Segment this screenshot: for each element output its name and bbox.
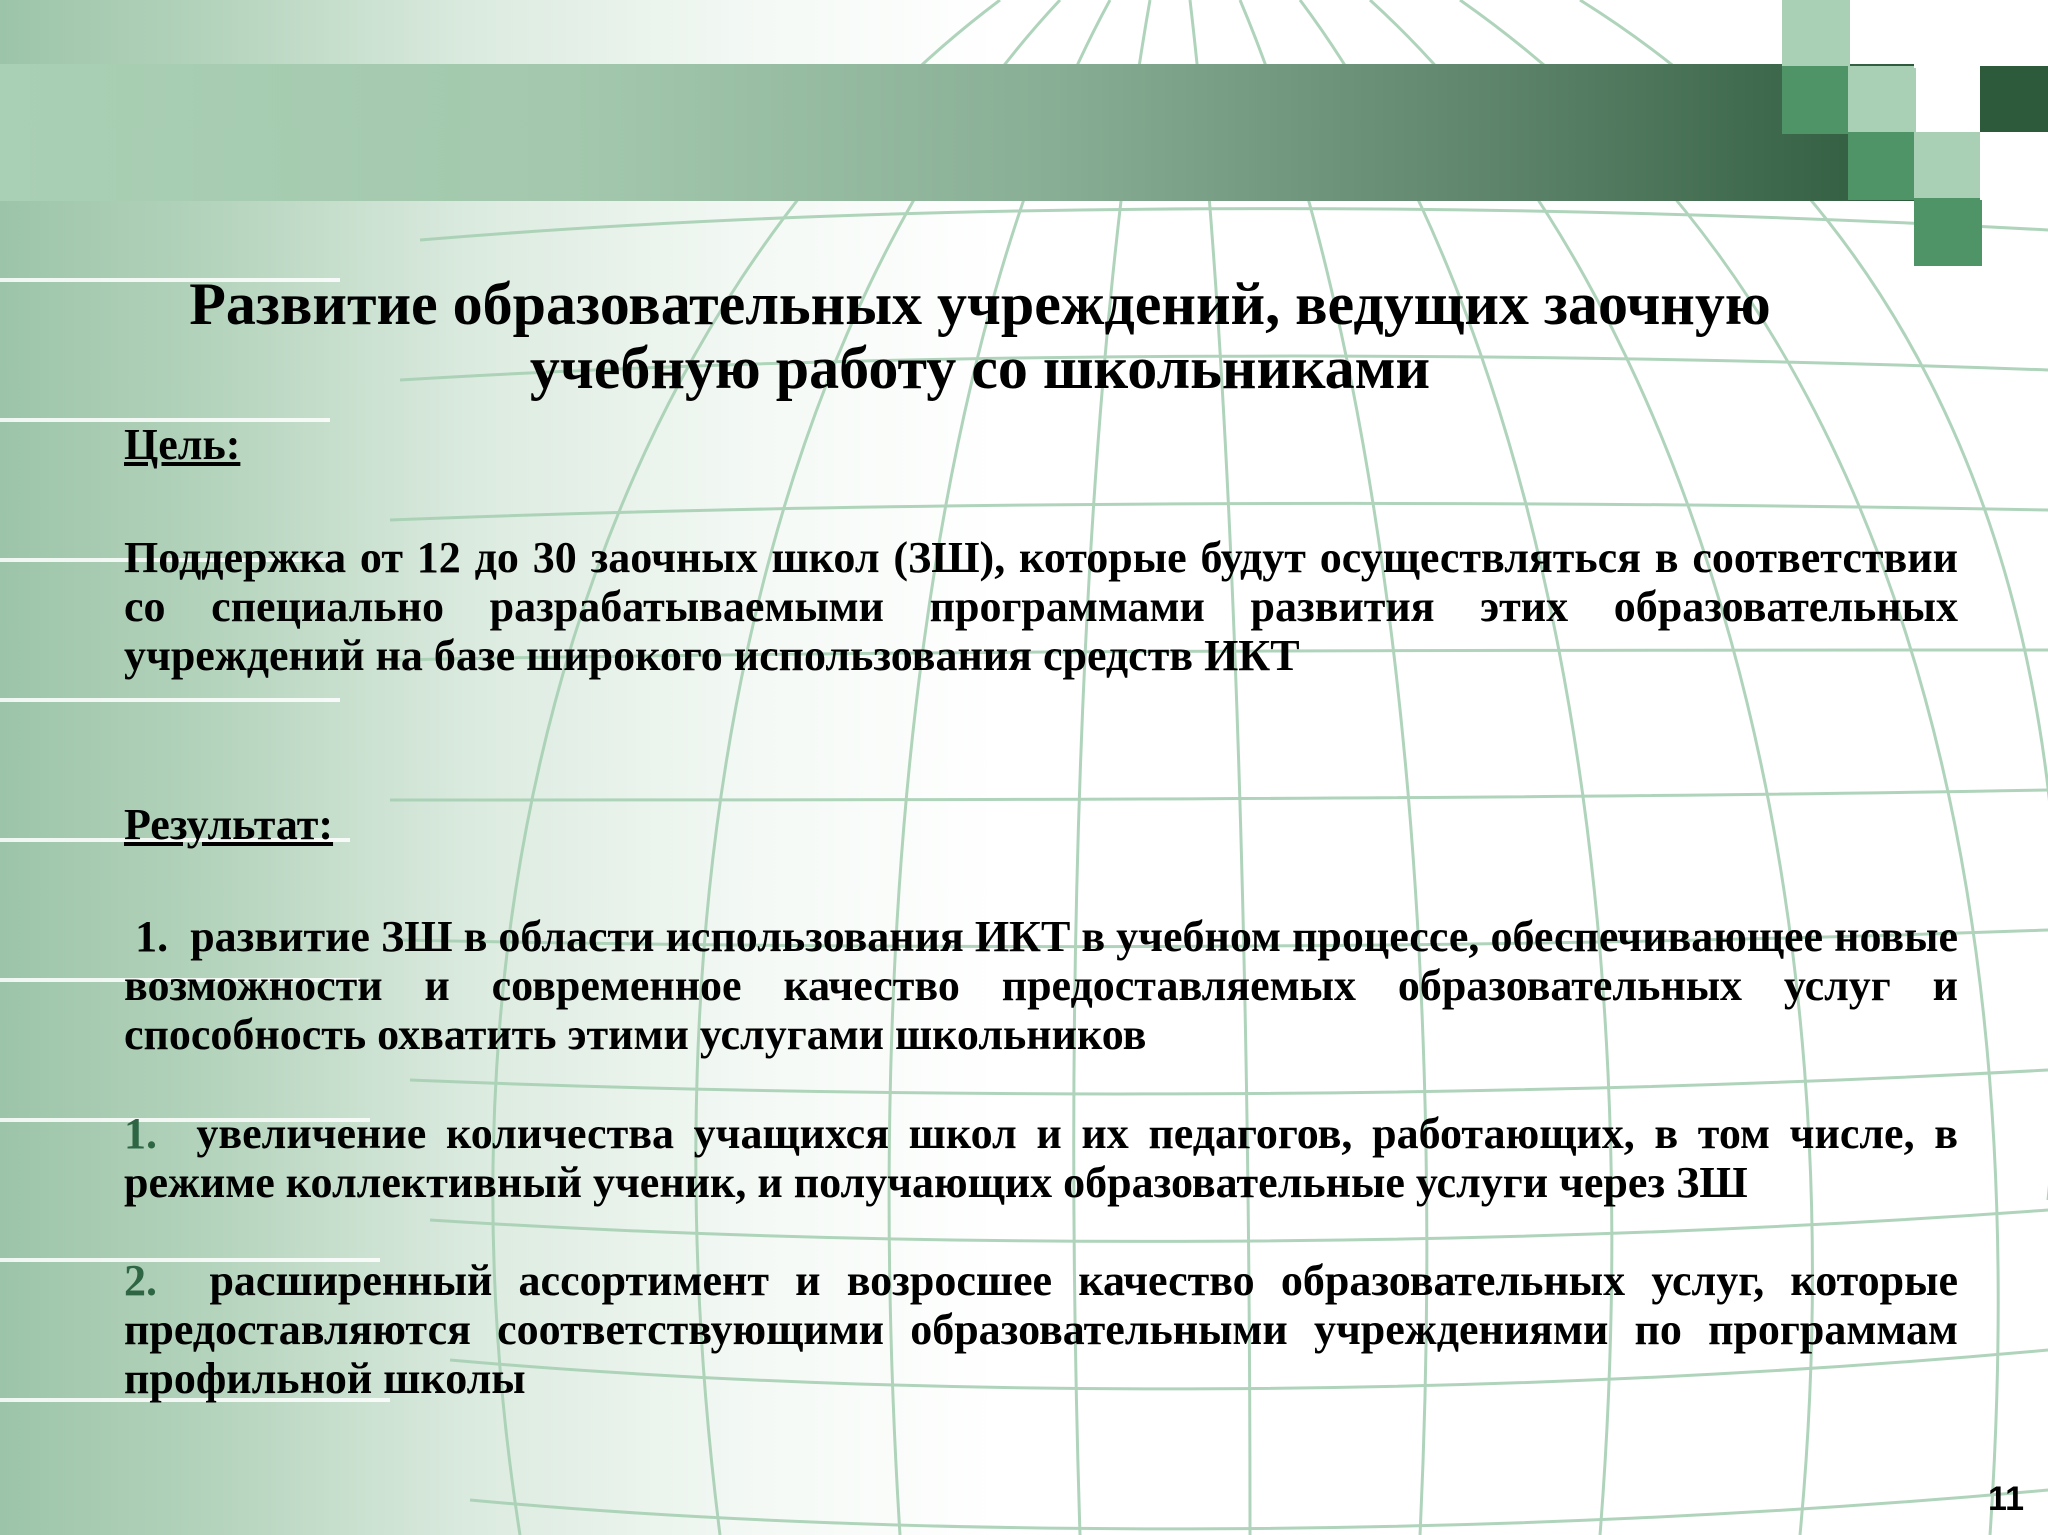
goal-text: Поддержка от 12 до 30 заочных школ (ЗШ), которые будут осуществляться в соответствии со специально разрабатываемыми программами развития этих образовательных учреждений на базе широкого использования средств ИКТ [124, 533, 1958, 680]
result-item [124, 1109, 1958, 1207]
title-line-1: Развитие образовательных учреждений, ведущих заочную [189, 271, 1771, 337]
result-item [124, 1256, 1958, 1403]
result-item-number: 2. [124, 1256, 157, 1305]
result-label: Результат: [124, 800, 334, 849]
result-item-number: 1. [124, 1109, 157, 1158]
result-item-text: развитие ЗШ в области использования ИКТ в учебном процессе, обеспечивающее новые возможности и современное качество предоставляемых образовательных услуг и способность охватить этими услугами школьников [124, 912, 1959, 1059]
page-number: 11 [1988, 1480, 2024, 1518]
result-item-number: 1. [135, 912, 169, 961]
slide-title [80, 272, 1880, 400]
title-line-2: учебную работу со школьниками [529, 335, 1431, 401]
result-item-text: увеличение количества учащихся школ и их педагогов, работающих, в том числе, в режиме коллективный ученик, и получающих образовательные услуги через ЗШ [124, 1109, 1959, 1207]
header-band [0, 64, 1915, 201]
result-item-text: расширенный ассортимент и возросшее качество образовательных услуг, которые предоставляются соответствующими образовательными учреждениями по программам профильной школы [124, 1256, 1959, 1403]
goal-label: Цель: [124, 420, 241, 469]
result-item [124, 912, 1958, 1059]
